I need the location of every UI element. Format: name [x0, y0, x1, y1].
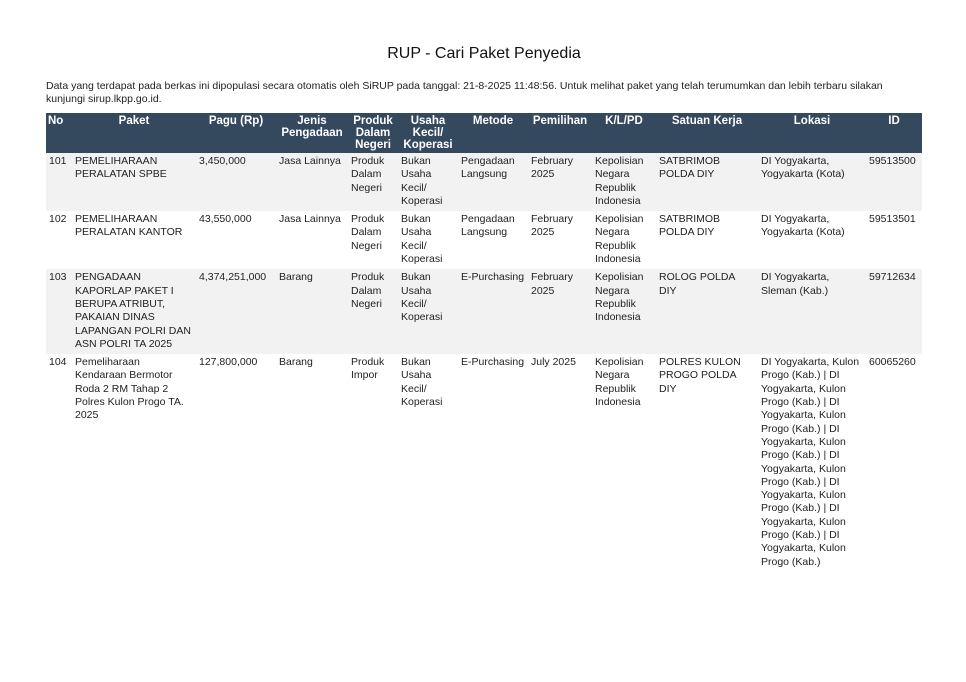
header-id: ID [866, 113, 922, 153]
cell-metode: E-Purchasing [461, 356, 525, 369]
cell-pemilihan: February 2025 [531, 213, 574, 239]
cell-paket: PEMELIHARAAN PERALATAN SPBE [72, 153, 196, 211]
cell-pagu: 43,550,000 [199, 213, 252, 226]
cell-klpd: Kepolisian Negara Republik Indonesia [592, 153, 656, 211]
cell-pemilihan: July 2025 [531, 356, 576, 369]
paket-table [46, 113, 922, 572]
cell-id: 59513501 [869, 213, 916, 226]
cell-satuan-kerja: POLRES KULON PROGO POLDA DIY [659, 356, 741, 395]
table-header-row [46, 113, 922, 153]
cell-pemilihan: February 2025 [528, 153, 592, 211]
header-lokasi: Lokasi [758, 113, 866, 153]
cell-lokasi: DI Yogyakarta, Sleman (Kab.) [758, 269, 866, 354]
table-row [46, 269, 922, 354]
cell-lokasi: DI Yogyakarta, Yogyakarta (Kota) [758, 153, 866, 211]
cell-no: 101 [46, 153, 72, 211]
intro-text: Data yang terdapat pada berkas ini dipopulasi secara otomatis oleh SiRUP pada tanggal: 21-8-2025 11:48:56. Untuk melihat paket yang telah terumumkan dan lebih terbaru silakan kunjungi sirup.lkpp.go.id. [46, 80, 883, 105]
cell-no: 103 [46, 269, 72, 354]
document-page [46, 44, 922, 572]
cell-satuan-kerja: ROLOG POLDA DIY [656, 269, 758, 354]
cell-pagu: 4,374,251,000 [196, 269, 276, 354]
table-row [46, 153, 922, 211]
cell-metode: E-Purchasing [458, 269, 528, 354]
table-row [46, 211, 922, 269]
cell-satuan-kerja: SATBRIMOB POLDA DIY [659, 213, 721, 239]
cell-no: 102 [49, 213, 67, 226]
cell-paket: Pemeliharaan Kendaraan Bermotor Roda 2 RM Tahap 2 Polres Kulon Progo TA. 2025 [75, 356, 184, 422]
header-jenis-pengadaan: Jenis Pengadaan [276, 113, 348, 153]
cell-jenis: Jasa Lainnya [279, 213, 341, 226]
cell-id: 59712634 [866, 269, 922, 354]
cell-pemilihan: February 2025 [528, 269, 592, 354]
cell-pagu: 3,450,000 [196, 153, 276, 211]
header-no: No [46, 113, 72, 153]
header-produk-dalam-negeri: Produk Dalam Negeri [348, 113, 398, 153]
cell-usaha: Bukan Usaha Kecil/ Koperasi [401, 213, 443, 266]
cell-usaha: Bukan Usaha Kecil/ Koperasi [401, 356, 443, 409]
header-klpd: K/L/PD [592, 113, 656, 153]
cell-klpd: Kepolisian Negara Republik Indonesia [592, 269, 656, 354]
cell-jenis: Barang [279, 356, 313, 369]
cell-produk: Produk Dalam Negeri [348, 153, 398, 211]
header-pemilihan: Pemilihan [528, 113, 592, 153]
cell-klpd: Kepolisian Negara Republik Indonesia [595, 356, 644, 409]
page-title: RUP - Cari Paket Penyedia [387, 45, 581, 62]
table-row [46, 354, 922, 572]
cell-produk: Produk Dalam Negeri [351, 213, 385, 252]
header-pagu: Pagu (Rp) [196, 113, 276, 153]
cell-jenis: Jasa Lainnya [276, 153, 348, 211]
cell-no: 104 [49, 356, 67, 369]
cell-satuan-kerja: SATBRIMOB POLDA DIY [656, 153, 758, 211]
cell-metode: Pengadaan Langsung [458, 153, 528, 211]
cell-metode: Pengadaan Langsung [461, 213, 515, 239]
cell-lokasi: DI Yogyakarta, Kulon Progo (Kab.) | DI Yogyakarta, Kulon Progo (Kab.) | DI Yogyakarta, Kulon Progo (Kab.) | DI Yogyakarta, Kulon Progo (Kab.) | DI Yogyakarta, Kulon Progo (Kab.) | DI Yogyakarta, Kulon Progo (Kab.) | DI Yogyakarta, Kulon Progo (Kab.) | DI Yogyakarta, Kulon Progo (Kab.) [761, 356, 860, 568]
cell-paket: PENGADAAN KAPORLAP PAKET I BERUPA ATRIBUT, PAKAIAN DINAS LAPANGAN POLRI DAN ASN POLRI TA 2025 [72, 269, 196, 354]
cell-paket: PEMELIHARAAN PERALATAN KANTOR [75, 213, 183, 239]
cell-pagu: 127,800,000 [199, 356, 258, 369]
header-usaha-kecil: Usaha Kecil/ Koperasi [398, 113, 458, 153]
header-metode: Metode [458, 113, 528, 153]
cell-produk: Produk Impor [351, 356, 385, 382]
cell-id: 60065260 [869, 356, 916, 369]
cell-usaha: Bukan Usaha Kecil/ Koperasi [398, 269, 458, 354]
cell-lokasi: DI Yogyakarta, Yogyakarta (Kota) [761, 213, 845, 239]
header-paket: Paket [72, 113, 196, 153]
header-satuan-kerja: Satuan Kerja [656, 113, 758, 153]
cell-jenis: Barang [276, 269, 348, 354]
cell-klpd: Kepolisian Negara Republik Indonesia [595, 213, 644, 266]
cell-id: 59513500 [866, 153, 922, 211]
cell-produk: Produk Dalam Negeri [348, 269, 398, 354]
cell-usaha: Bukan Usaha Kecil/ Koperasi [398, 153, 458, 211]
